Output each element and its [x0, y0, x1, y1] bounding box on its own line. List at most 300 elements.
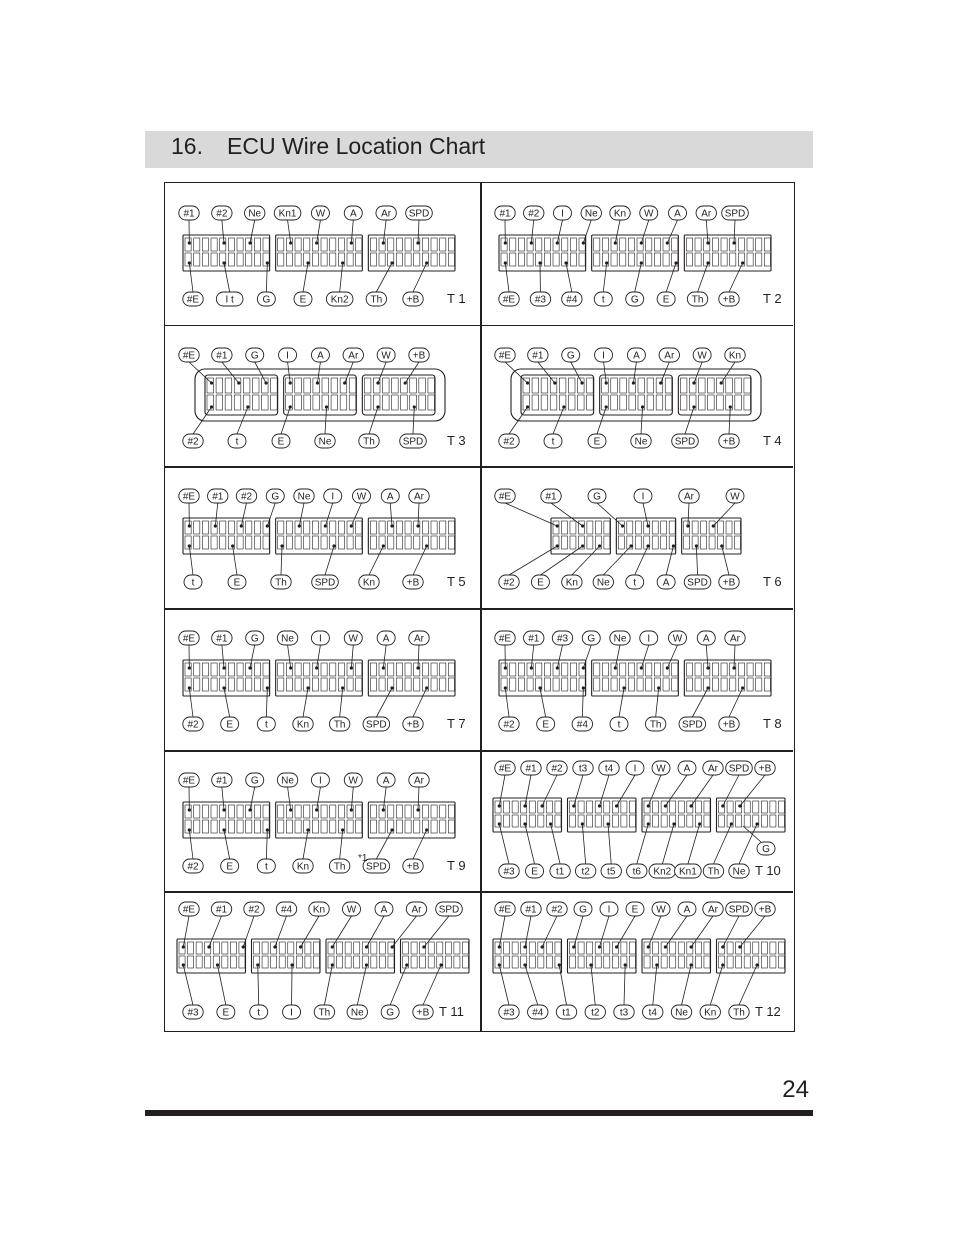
pin-label-top	[725, 631, 745, 645]
svg-text:#2: #2	[551, 763, 563, 775]
pin-label-top	[406, 206, 433, 220]
pin-label-bottom	[315, 434, 335, 448]
svg-text:I: I	[641, 491, 645, 503]
svg-text:G: G	[566, 350, 575, 361]
pin-label-top	[693, 348, 711, 362]
svg-text:#1: #1	[525, 763, 537, 775]
svg-text:A: A	[633, 350, 640, 361]
svg-text:Ne: Ne	[584, 208, 598, 220]
svg-text:SPD: SPD	[687, 577, 708, 589]
wire-line	[189, 688, 193, 717]
wire-line	[357, 965, 366, 1005]
wire-line	[222, 220, 224, 243]
wire-line	[325, 546, 334, 575]
wire-line	[376, 830, 392, 859]
pin-label-top	[495, 206, 515, 220]
pin-label-top	[266, 489, 284, 503]
svg-text:Ar: Ar	[411, 904, 422, 916]
svg-text:E: E	[299, 294, 307, 306]
wire-line	[540, 688, 546, 717]
wire-line	[583, 220, 591, 243]
svg-text:SPD: SPD	[438, 904, 460, 916]
pin-label-top	[245, 206, 265, 220]
svg-text:SPD: SPD	[724, 208, 746, 220]
diagram-id-label: T 9	[447, 858, 466, 873]
wire-line	[591, 965, 595, 1005]
pin-label-bottom	[719, 575, 739, 589]
svg-text:W: W	[672, 633, 683, 645]
wire-line	[617, 916, 635, 947]
svg-text:W: W	[381, 350, 391, 361]
svg-text:A: A	[683, 904, 691, 916]
wire-line	[525, 775, 531, 806]
pin-label-bottom	[228, 575, 246, 589]
wire-line	[281, 546, 282, 575]
pin-label-top	[627, 348, 645, 362]
wire-line	[299, 503, 304, 526]
wire-line	[599, 775, 609, 806]
svg-text:+B: +B	[722, 577, 736, 589]
connector-drawing	[165, 608, 480, 750]
pin-label-bottom	[687, 292, 707, 306]
svg-text:Kn: Kn	[296, 861, 310, 873]
wire-line	[418, 645, 419, 668]
pin-label-bottom	[631, 434, 651, 448]
pin-label-top	[722, 206, 749, 220]
pin-label-bottom	[575, 864, 595, 878]
wire-line	[209, 916, 222, 947]
wire-line	[303, 688, 308, 717]
svg-text:Ar: Ar	[708, 763, 718, 775]
svg-text:Kn2: Kn2	[330, 294, 349, 306]
connector-diagram-4	[481, 325, 796, 467]
wire-line	[538, 362, 555, 383]
svg-text:Kn: Kn	[613, 208, 627, 220]
svg-text:#1: #1	[216, 775, 228, 787]
wire-line	[559, 965, 566, 1005]
svg-text:E: E	[631, 904, 639, 916]
svg-text:W: W	[356, 491, 367, 503]
pin-label-top	[581, 206, 601, 220]
svg-text:Kn: Kn	[704, 1007, 717, 1019]
svg-text:G: G	[579, 904, 587, 916]
wire-line	[250, 787, 255, 810]
svg-text:+B: +B	[406, 861, 420, 873]
svg-text:t: t	[633, 577, 637, 589]
svg-text:#E: #E	[182, 904, 196, 916]
svg-text:Ne: Ne	[350, 1007, 364, 1019]
pin-label-bottom	[403, 292, 423, 306]
wire-line	[250, 645, 255, 668]
section-title: ECU Wire Location Chart	[227, 133, 486, 159]
pin-label-bottom	[684, 575, 711, 589]
pin-label-top	[652, 902, 670, 916]
pin-label-top	[409, 348, 429, 362]
wire-line	[301, 916, 319, 947]
wire-line	[499, 916, 505, 947]
pin-label-top	[179, 773, 199, 787]
pin-label-top	[669, 206, 687, 220]
wire-line	[604, 362, 607, 383]
wire-line	[288, 362, 291, 383]
wire-line	[599, 916, 609, 947]
svg-text:#1: #1	[545, 491, 557, 503]
svg-text:t3: t3	[619, 1007, 629, 1019]
pin-label-top	[311, 631, 329, 645]
pin-label-top	[600, 902, 618, 916]
wire-line	[635, 546, 648, 575]
pin-label-bottom	[627, 864, 647, 878]
svg-text:Kn: Kn	[728, 350, 742, 361]
svg-text:+B: +B	[412, 350, 426, 361]
svg-text:#E: #E	[182, 775, 196, 787]
svg-text:Ne: Ne	[297, 491, 311, 503]
svg-text:#1: #1	[216, 350, 228, 361]
connector-drawing	[481, 891, 796, 1033]
wire-line	[608, 824, 611, 864]
pin-label-top	[659, 348, 679, 362]
svg-text:#E: #E	[498, 763, 512, 775]
svg-text:W: W	[730, 491, 740, 503]
pin-label-top	[274, 206, 301, 220]
pin-label-bottom	[257, 717, 275, 731]
wire-line	[413, 263, 427, 292]
pin-label-top	[212, 348, 232, 362]
wire-line	[266, 688, 267, 717]
svg-text:#2: #2	[187, 436, 199, 447]
wire-line	[734, 220, 735, 243]
svg-text:Ne: Ne	[613, 633, 627, 645]
pin-label-bottom	[614, 1005, 634, 1019]
svg-text:SPD: SPD	[402, 436, 424, 447]
pin-label-top	[311, 206, 329, 220]
connector-drawing	[481, 183, 796, 325]
wire-line	[603, 263, 606, 292]
footnote-mark: *1	[358, 853, 368, 864]
svg-text:Ar: Ar	[730, 633, 740, 645]
svg-text:t4: t4	[604, 763, 614, 775]
wire-line	[571, 362, 582, 383]
pin-label-top	[755, 761, 775, 775]
svg-text:t2: t2	[581, 866, 590, 878]
pin-label-bottom	[645, 717, 665, 731]
pin-label-top	[409, 489, 429, 503]
diagram-id-label: T 2	[763, 291, 782, 306]
pin-label-top	[276, 902, 296, 916]
svg-text:Th: Th	[333, 861, 346, 873]
svg-text:Ne: Ne	[634, 436, 648, 447]
wire-line	[317, 362, 320, 383]
pin-label-bottom	[257, 292, 275, 306]
pin-label-bottom	[556, 1005, 576, 1019]
pin-label-top	[409, 773, 429, 787]
svg-text:#4: #4	[280, 904, 293, 916]
wire-line	[340, 263, 343, 292]
section-number: 16.	[171, 133, 203, 159]
svg-text:t4: t4	[648, 1007, 657, 1019]
wire-line	[667, 645, 677, 668]
connector-drawing	[481, 466, 796, 608]
svg-text:SPD: SPD	[728, 763, 750, 775]
connector-drawing	[481, 608, 796, 750]
svg-text:E: E	[537, 577, 544, 589]
pin-label-bottom	[703, 864, 723, 878]
pin-label-bottom	[719, 434, 739, 448]
svg-text:t: t	[551, 436, 555, 447]
wire-line	[615, 220, 620, 243]
svg-text:Kn1: Kn1	[678, 866, 697, 878]
svg-text:t3: t3	[578, 763, 588, 775]
pin-label-top	[377, 631, 395, 645]
svg-text:G: G	[630, 294, 639, 306]
svg-text:t: t	[264, 861, 268, 873]
svg-text:SPD: SPD	[366, 719, 387, 731]
pin-label-top	[436, 902, 463, 916]
wire-line	[267, 503, 275, 526]
pin-label-bottom	[257, 859, 275, 873]
svg-text:+B: +B	[722, 436, 736, 447]
pin-label-bottom	[626, 575, 644, 589]
svg-text:I: I	[319, 775, 322, 787]
wire-line	[351, 503, 361, 526]
pin-label-top	[595, 348, 613, 362]
pin-label-top	[277, 773, 297, 787]
pin-label-bottom	[183, 717, 203, 731]
pin-label-bottom	[499, 717, 519, 731]
pin-label-bottom	[562, 575, 582, 589]
svg-text:Th: Th	[370, 294, 383, 306]
svg-text:I: I	[561, 208, 564, 220]
svg-text:#E: #E	[498, 491, 512, 503]
connector-diagram-11	[165, 891, 480, 1033]
pin-label-top	[495, 761, 515, 775]
svg-text:#E: #E	[498, 350, 512, 361]
wire-line	[340, 688, 343, 717]
pin-label-bottom	[657, 292, 675, 306]
svg-text:A: A	[380, 904, 388, 916]
svg-text:#2: #2	[503, 436, 515, 447]
pin-label-top	[696, 206, 716, 220]
wire-line	[266, 263, 267, 292]
pin-label-bottom	[499, 292, 519, 306]
pin-label-top	[212, 631, 232, 645]
pin-label-bottom	[271, 575, 291, 589]
pin-label-bottom	[672, 434, 699, 448]
pin-label-bottom	[499, 864, 519, 878]
wire-line	[635, 263, 642, 292]
wire-line	[698, 263, 708, 292]
wire-line	[413, 546, 427, 575]
wire-line	[665, 916, 687, 947]
wire-line	[383, 645, 386, 668]
svg-text:W: W	[346, 904, 357, 916]
pin-label-bottom	[403, 717, 423, 731]
pin-label-top	[726, 902, 753, 916]
svg-text:G: G	[593, 491, 601, 503]
wire-line	[692, 688, 708, 717]
svg-text:E: E	[277, 436, 285, 447]
svg-text:A: A	[674, 208, 681, 220]
wire-line	[688, 503, 689, 526]
pin-label-bottom	[601, 864, 621, 878]
wire-line	[189, 362, 212, 383]
svg-text:Ar: Ar	[708, 904, 718, 916]
wire-line	[525, 824, 535, 864]
pin-label-top	[343, 348, 363, 362]
wire-line	[505, 688, 509, 717]
svg-text:W: W	[348, 633, 359, 645]
svg-text:#1: #1	[532, 350, 544, 361]
pin-label-top	[599, 761, 619, 775]
pin-label-bottom	[550, 864, 570, 878]
pin-label-bottom	[626, 292, 644, 306]
pin-label-top	[409, 631, 429, 645]
pin-label-top	[610, 206, 630, 220]
svg-text:#3: #3	[556, 633, 569, 645]
pin-label-top	[524, 206, 544, 220]
svg-text:#1: #1	[525, 904, 537, 916]
pin-label-top	[324, 489, 342, 503]
svg-text:Ar: Ar	[701, 208, 712, 220]
svg-text:Ar: Ar	[414, 633, 424, 645]
pin-label-bottom	[312, 575, 339, 589]
pin-label-top	[309, 902, 329, 916]
wire-line	[303, 263, 308, 292]
svg-text:E: E	[233, 577, 241, 589]
pin-label-top	[678, 902, 696, 916]
svg-text:Th: Th	[691, 294, 704, 306]
wire-line	[696, 546, 697, 575]
pin-label-top	[554, 206, 572, 220]
pin-label-top	[562, 348, 580, 362]
svg-text:G: G	[762, 844, 770, 855]
svg-text:Kn: Kn	[312, 904, 326, 916]
svg-text:Th: Th	[318, 1007, 331, 1019]
pin-label-top	[626, 761, 644, 775]
wire-line	[258, 965, 259, 1005]
wire-line	[222, 787, 224, 810]
svg-text:SPD: SPD	[674, 436, 696, 447]
wire-line	[418, 787, 419, 810]
wire-line	[224, 263, 230, 292]
svg-text:Th: Th	[649, 719, 662, 731]
wire-line	[303, 830, 308, 859]
pin-label-top	[725, 348, 745, 362]
pin-label-bottom	[329, 717, 349, 731]
wire-line	[266, 830, 267, 859]
wire-line	[325, 503, 332, 526]
page-number: 24	[782, 1076, 809, 1103]
svg-text:+B: +B	[406, 719, 420, 731]
pin-label-bottom	[537, 717, 555, 731]
svg-text:I: I	[602, 350, 605, 361]
wire-line	[525, 916, 531, 947]
svg-text:t2: t2	[591, 1007, 600, 1019]
svg-text:Th: Th	[733, 1007, 745, 1019]
wire-line	[505, 362, 528, 383]
pin-label-top	[212, 773, 232, 787]
pin-label-top	[755, 902, 775, 916]
svg-text:t: t	[235, 436, 239, 447]
pin-label-top	[528, 348, 548, 362]
pin-label-top	[311, 773, 329, 787]
wire-line	[183, 916, 189, 947]
diagram-id-label: T 10	[755, 863, 781, 878]
wire-line	[525, 965, 538, 1005]
wire-line	[423, 965, 441, 1005]
pin-label-top	[640, 631, 658, 645]
wire-line	[183, 965, 193, 1005]
svg-text:t1: t1	[555, 866, 565, 878]
svg-text:Th: Th	[333, 719, 346, 731]
pin-label-top	[726, 489, 744, 503]
wire-line	[222, 645, 224, 668]
wire-line	[505, 263, 509, 292]
pin-label-top	[244, 902, 264, 916]
svg-text:#4: #4	[566, 294, 578, 306]
pin-label-top	[634, 489, 652, 503]
connector-drawing	[165, 750, 480, 892]
svg-text:G: G	[250, 775, 259, 787]
pin-label-bottom	[610, 717, 628, 731]
svg-text:Kn: Kn	[565, 577, 578, 589]
svg-text:G: G	[271, 491, 280, 503]
pin-label-top	[573, 761, 593, 775]
svg-text:I: I	[607, 904, 611, 916]
svg-text:#2: #2	[551, 904, 563, 916]
wire-line	[222, 362, 239, 383]
pin-label-top	[640, 206, 658, 220]
pin-label-bottom	[675, 864, 702, 878]
svg-text:Ar: Ar	[684, 491, 694, 503]
wire-line	[189, 263, 193, 292]
wire-line	[505, 503, 557, 526]
connector-diagram-3	[165, 325, 480, 467]
svg-text:#E: #E	[182, 350, 196, 361]
wire-line	[250, 220, 255, 243]
pin-label-top	[277, 631, 297, 645]
svg-text:Ne: Ne	[732, 866, 746, 878]
svg-text:W: W	[656, 904, 666, 916]
wire-line	[255, 362, 266, 383]
svg-text:A: A	[386, 491, 394, 503]
svg-text:t1: t1	[562, 1007, 571, 1019]
diagram-id-label: T 5	[447, 574, 466, 589]
svg-text:Kn: Kn	[362, 577, 376, 589]
pin-label-bottom	[359, 434, 379, 448]
wire-location-grid	[164, 182, 795, 1032]
svg-text:Th: Th	[707, 866, 720, 878]
svg-text:+B: +B	[758, 763, 772, 775]
wire-line	[418, 220, 419, 243]
pin-label-top	[377, 348, 395, 362]
svg-text:A: A	[683, 763, 691, 775]
wire-line	[582, 824, 585, 864]
svg-text:#4: #4	[576, 719, 588, 731]
pin-label-top	[574, 902, 592, 916]
connector-diagram-10	[481, 750, 796, 892]
wire-line	[682, 965, 692, 1005]
pin-label-bottom	[562, 292, 582, 306]
pin-label-bottom	[221, 859, 239, 873]
pin-label-bottom	[528, 1005, 548, 1019]
wire-line	[376, 688, 392, 717]
pin-label-bottom	[363, 717, 390, 731]
connector-drawing	[481, 750, 796, 892]
svg-text:#E: #E	[498, 904, 512, 916]
wire-line	[615, 645, 620, 668]
pin-label-bottom	[729, 1005, 749, 1019]
